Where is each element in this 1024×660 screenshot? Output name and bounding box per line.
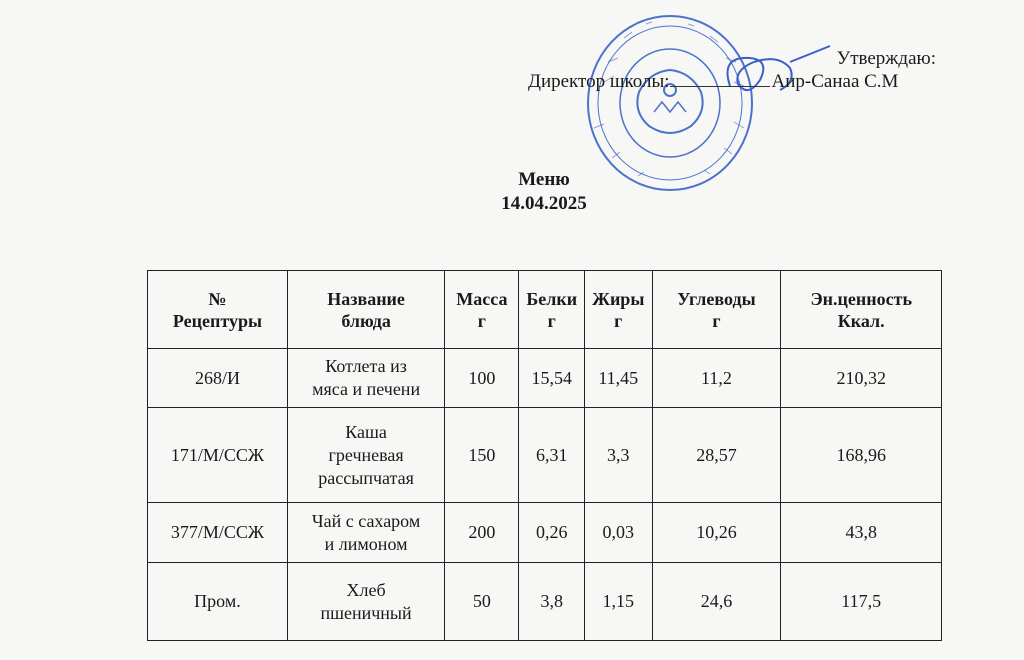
header-recipe: № Рецептуры	[148, 271, 288, 349]
cell-protein: 3,8	[519, 563, 585, 641]
table-row	[148, 563, 942, 641]
cell-carbs: 10,26	[652, 503, 781, 563]
header-dish-name: Название блюда	[287, 271, 444, 349]
cell-mass: 150	[445, 408, 519, 503]
header-protein: Белки г	[519, 271, 585, 349]
director-line	[528, 71, 898, 93]
cell-dish-name: Хлеб пшеничный	[287, 563, 444, 641]
table-row	[148, 349, 942, 408]
cell-dish-name: Каша гречневая рассыпчатая	[287, 408, 444, 503]
cell-recipe: Пром.	[148, 563, 288, 641]
director-name: Аир-Санаа С.М	[771, 71, 899, 92]
cell-recipe: 171/М/ССЖ	[148, 408, 288, 503]
header-mass: Масса г	[445, 271, 519, 349]
cell-energy: 43,8	[781, 503, 942, 563]
director-label: Директор школы:	[528, 71, 670, 92]
table-row	[148, 503, 942, 563]
cell-recipe: 377/М/ССЖ	[148, 503, 288, 563]
approval-label: Утверждаю:	[836, 48, 936, 69]
cell-fat: 1,15	[585, 563, 653, 641]
document-date: 14.04.2025	[501, 193, 587, 214]
cell-protein: 0,26	[519, 503, 585, 563]
cell-mass: 200	[445, 503, 519, 563]
cell-fat: 0,03	[585, 503, 653, 563]
cell-energy: 210,32	[781, 349, 942, 408]
cell-energy: 117,5	[781, 563, 942, 641]
cell-recipe: 268/И	[148, 349, 288, 408]
cell-energy: 168,96	[781, 408, 942, 503]
signature-line	[670, 86, 770, 87]
cell-carbs: 11,2	[652, 349, 781, 408]
cell-mass: 100	[445, 349, 519, 408]
cell-fat: 11,45	[585, 349, 653, 408]
document-title: Меню	[518, 169, 570, 190]
cell-fat: 3,3	[585, 408, 653, 503]
menu-table	[147, 270, 942, 641]
cell-protein: 15,54	[519, 349, 585, 408]
cell-dish-name: Котлета из мяса и печени	[287, 349, 444, 408]
header-energy: Эн.ценность Ккал.	[781, 271, 942, 349]
cell-mass: 50	[445, 563, 519, 641]
cell-carbs: 28,57	[652, 408, 781, 503]
header-carbs: Углеводы г	[652, 271, 781, 349]
table-row	[148, 408, 942, 503]
table-header-row	[148, 271, 942, 349]
cell-carbs: 24,6	[652, 563, 781, 641]
header-fat: Жиры г	[585, 271, 653, 349]
cell-dish-name: Чай с сахаром и лимоном	[287, 503, 444, 563]
cell-protein: 6,31	[519, 408, 585, 503]
